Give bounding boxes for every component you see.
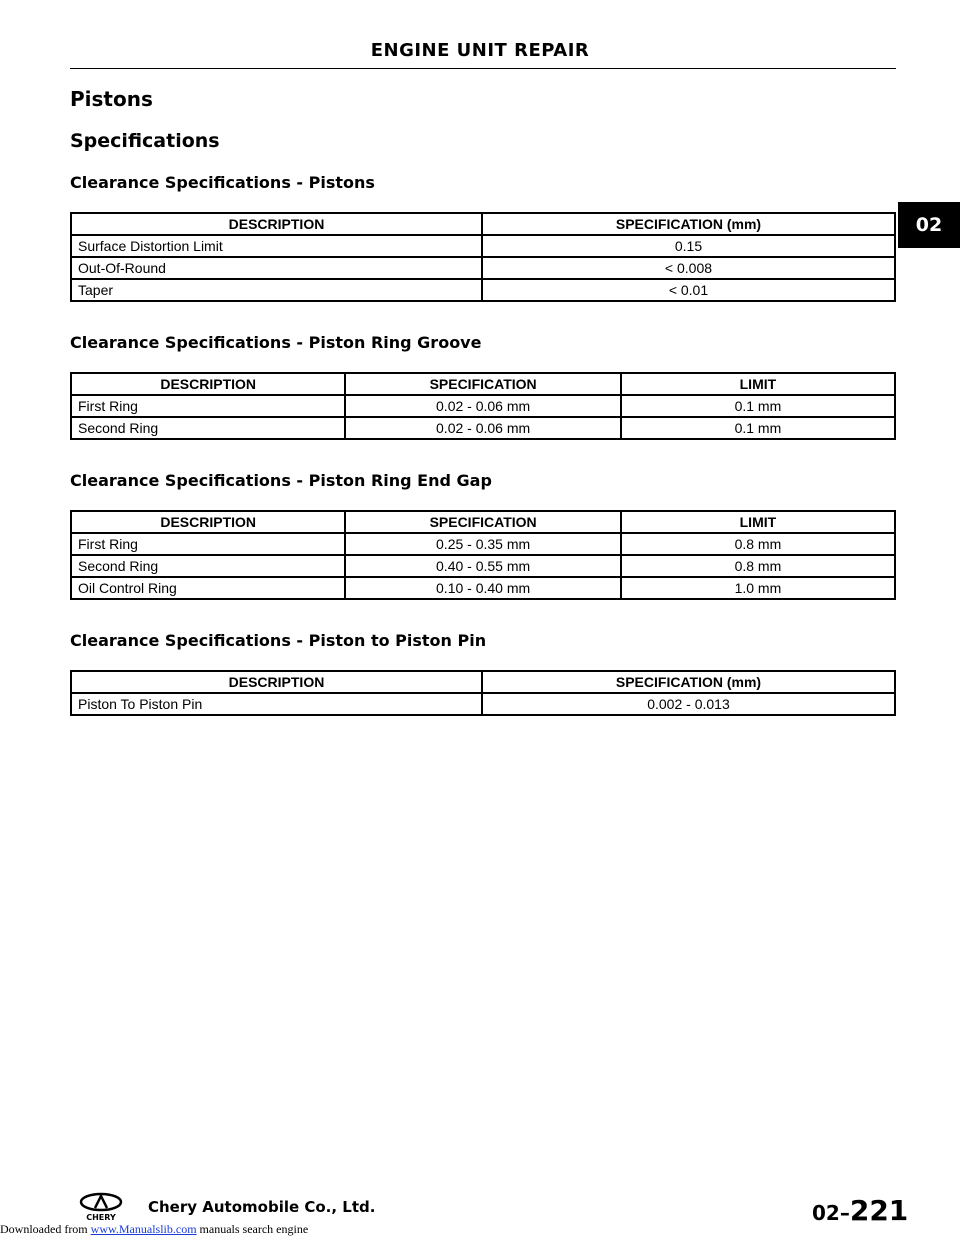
- table-cell: 0.15: [482, 235, 895, 257]
- table-cell: 1.0 mm: [621, 577, 895, 599]
- table-header-row: [71, 671, 895, 693]
- column-header: DESCRIPTION: [71, 511, 345, 533]
- table-row: [71, 279, 895, 301]
- table-row: [71, 555, 895, 577]
- column-header: DESCRIPTION: [71, 373, 345, 395]
- table-cell: 0.1 mm: [621, 417, 895, 439]
- table-row: [71, 577, 895, 599]
- column-header: SPECIFICATION (mm): [482, 671, 895, 693]
- table-row: [71, 257, 895, 279]
- table-title-ring-groove: Clearance Specifications - Piston Ring Groove: [70, 333, 482, 352]
- page-number: [812, 1194, 908, 1227]
- table-cell: First Ring: [71, 533, 345, 555]
- table-header-row: [71, 213, 895, 235]
- table-title-pistons: Clearance Specifications - Pistons: [70, 173, 375, 192]
- table-cell: 0.40 - 0.55 mm: [345, 555, 620, 577]
- table-cell: 0.10 - 0.40 mm: [345, 577, 620, 599]
- column-header: LIMIT: [621, 511, 895, 533]
- table-header-row: [71, 373, 895, 395]
- page-content: [70, 84, 896, 716]
- column-header: LIMIT: [621, 373, 895, 395]
- column-header: DESCRIPTION: [71, 671, 482, 693]
- page-header-title: ENGINE UNIT REPAIR: [370, 40, 590, 61]
- table-cell: Oil Control Ring: [71, 577, 345, 599]
- page-number-value: 221: [849, 1194, 909, 1227]
- table-cell: 0.8 mm: [621, 555, 895, 577]
- table-cell: 0.25 - 0.35 mm: [345, 533, 620, 555]
- table-pistons: [70, 212, 896, 302]
- table-cell: Piston To Piston Pin: [71, 693, 482, 715]
- table-cell: < 0.01: [482, 279, 895, 301]
- table-title-piston-pin: Clearance Specifications - Piston to Piston Pin: [70, 631, 487, 650]
- header-divider: [70, 68, 896, 69]
- section-title: Pistons: [70, 87, 153, 111]
- table-cell: < 0.008: [482, 257, 895, 279]
- table-header-row: [71, 511, 895, 533]
- logo-wordmark: CHERY: [86, 1213, 116, 1222]
- table-ring-end-gap: [70, 510, 896, 600]
- table-row: [71, 395, 895, 417]
- table-ring-groove: [70, 372, 896, 440]
- column-header: SPECIFICATION (mm): [482, 213, 895, 235]
- chapter-side-tab: 02: [898, 202, 960, 248]
- table-cell: Surface Distortion Limit: [71, 235, 482, 257]
- table-cell: Second Ring: [71, 555, 345, 577]
- table-piston-pin: [70, 670, 896, 716]
- manualslib-link[interactable]: www.Manualslib.com: [90, 1222, 197, 1236]
- download-prefix: Downloaded from: [0, 1222, 91, 1236]
- table-row: [71, 533, 895, 555]
- table-cell: 0.1 mm: [621, 395, 895, 417]
- table-row: [71, 417, 895, 439]
- column-header: DESCRIPTION: [71, 213, 482, 235]
- table-cell: 0.8 mm: [621, 533, 895, 555]
- table-row: [71, 693, 895, 715]
- chery-logo-icon: [78, 1192, 124, 1222]
- column-header: SPECIFICATION: [345, 511, 620, 533]
- footer-company: Chery Automobile Co., Ltd.: [148, 1198, 376, 1216]
- page-number-prefix: 02–: [812, 1201, 850, 1225]
- table-cell: Second Ring: [71, 417, 345, 439]
- table-cell: 0.002 - 0.013: [482, 693, 895, 715]
- table-cell: 0.02 - 0.06 mm: [345, 395, 620, 417]
- table-cell: 0.02 - 0.06 mm: [345, 417, 620, 439]
- subsection-title: Specifications: [70, 130, 220, 152]
- download-suffix: manuals search engine: [196, 1222, 309, 1236]
- table-cell: Taper: [71, 279, 482, 301]
- download-notice: [0, 1222, 308, 1237]
- column-header: SPECIFICATION: [345, 373, 620, 395]
- table-row: [71, 235, 895, 257]
- table-title-ring-end-gap: Clearance Specifications - Piston Ring End Gap: [70, 471, 492, 490]
- table-cell: First Ring: [71, 395, 345, 417]
- table-cell: Out-Of-Round: [71, 257, 482, 279]
